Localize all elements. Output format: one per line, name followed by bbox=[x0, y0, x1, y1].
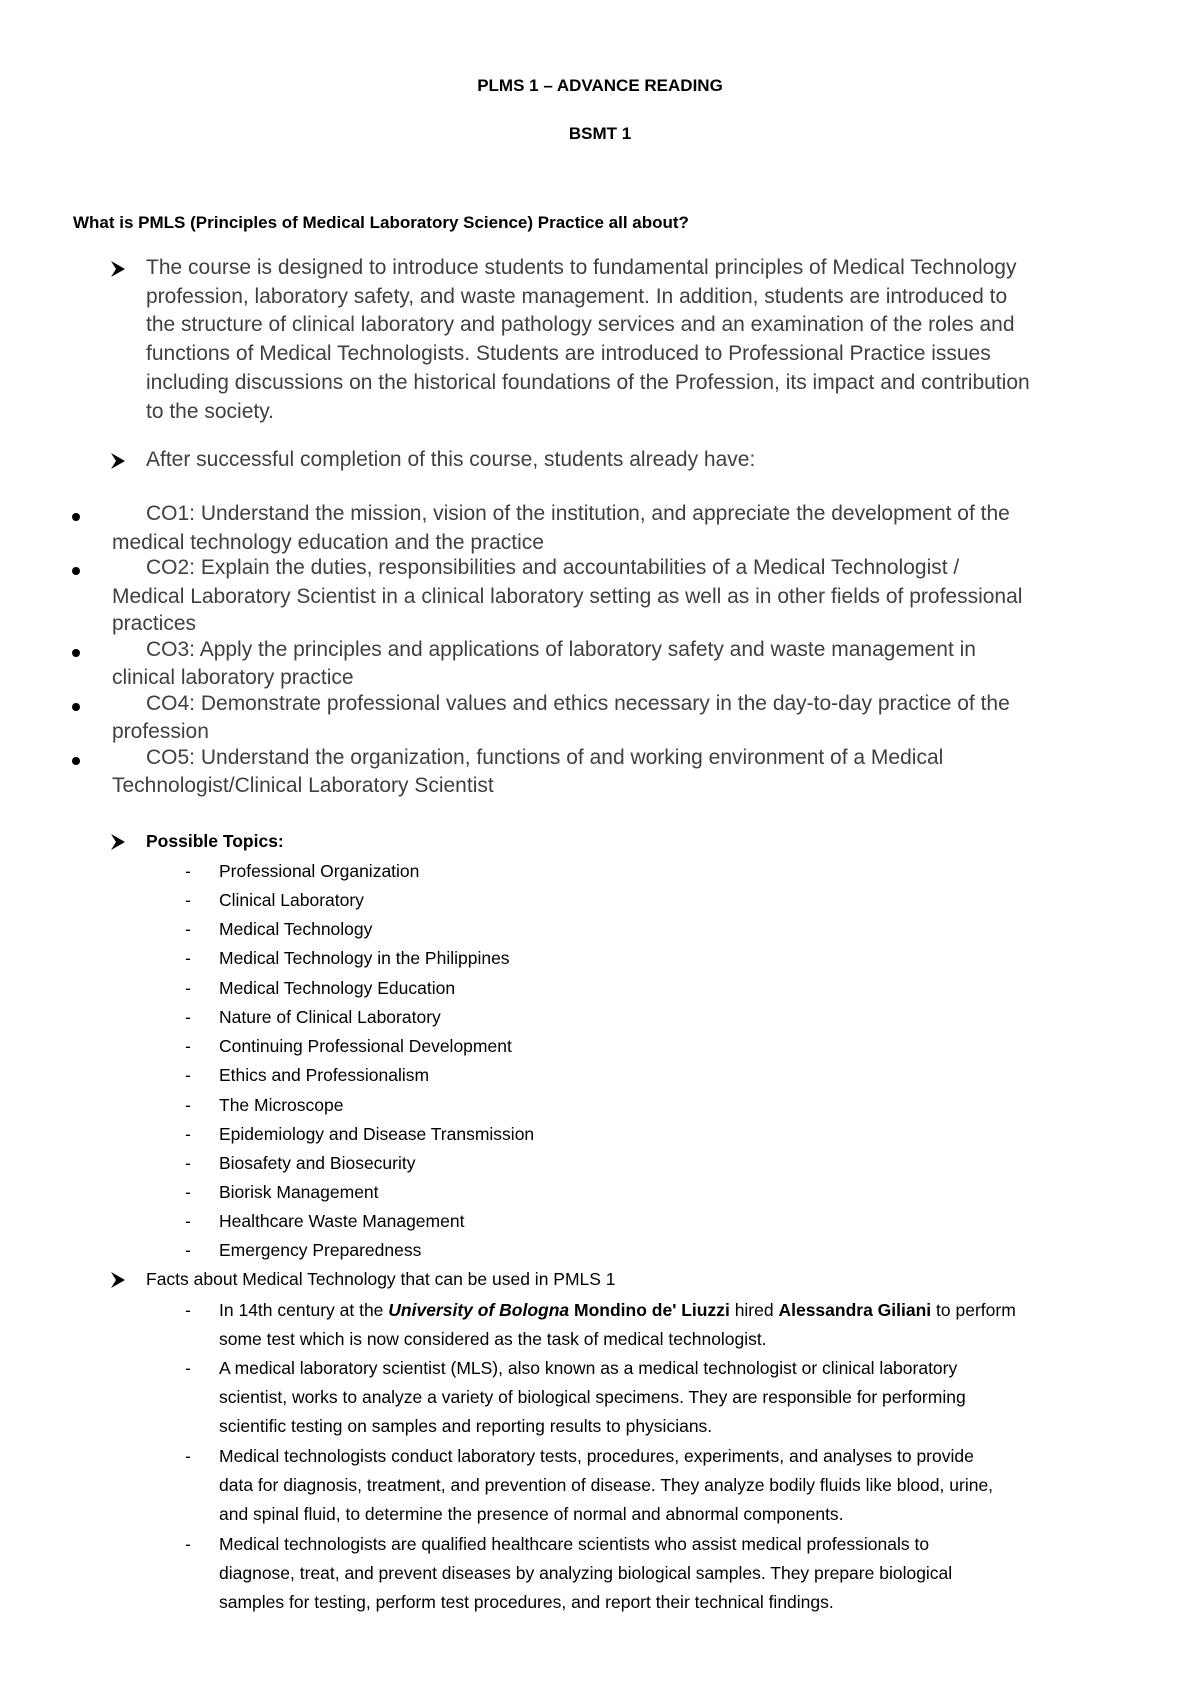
fact-line: data for diagnosis, treatment, and prevention of disease. They analyze bodily fluids like blood, urine, bbox=[219, 1475, 994, 1495]
section-question: What is PMLS (Principles of Medical Laboratory Science) Practice all about? bbox=[73, 213, 689, 232]
outcome-line: Medical Laboratory Scientist in a clinical laboratory setting as well as in other fields of professional bbox=[112, 585, 1023, 608]
fact-1-line-2: some test which is now considered as the task of medical technologist. bbox=[219, 1329, 767, 1349]
topic-item: Medical Technology Education bbox=[219, 978, 456, 998]
dash-icon: - bbox=[185, 890, 191, 910]
doc-subtitle: BSMT 1 bbox=[568, 124, 632, 143]
topic-item: Healthcare Waste Management bbox=[219, 1211, 465, 1231]
topic-item: Emergency Preparedness bbox=[219, 1240, 422, 1260]
dash-icon: - bbox=[185, 1065, 191, 1085]
text-line: functions of Medical Technologists. Students are introduced to Professional Practice issues bbox=[146, 342, 991, 365]
outcome-line: practices bbox=[112, 612, 197, 635]
dash-icon: - bbox=[185, 978, 191, 998]
fact-line: scientist, works to analyze a variety of biological specimens. They are responsible for performing bbox=[219, 1387, 966, 1407]
bullet-dot-icon bbox=[72, 649, 80, 657]
fact-person: Mondino de' Liuzzi bbox=[574, 1300, 730, 1320]
fact-university: University of Bologna bbox=[388, 1300, 570, 1320]
facts-heading: Facts about Medical Technology that can be used in PMLS 1 bbox=[146, 1269, 616, 1289]
text-line: the structure of clinical laboratory and pathology services and an examination of the roles and bbox=[146, 313, 1015, 336]
dash-icon: - bbox=[185, 1036, 191, 1056]
bullet-dot-icon bbox=[72, 703, 80, 711]
bullet-dot-icon bbox=[72, 567, 80, 575]
dash-icon: - bbox=[185, 948, 191, 968]
outcome-line: CO3: Apply the principles and applications of laboratory safety and waste management in bbox=[146, 638, 976, 661]
fact-line: and spinal fluid, to determine the presence of normal and abnormal components. bbox=[219, 1504, 844, 1524]
dash-icon: - bbox=[185, 1007, 191, 1027]
topic-item: Ethics and Professionalism bbox=[219, 1065, 430, 1085]
bullet-dot-icon bbox=[72, 513, 80, 521]
outcome-line: clinical laboratory practice bbox=[112, 666, 354, 689]
fact-line: Medical technologists conduct laboratory tests, procedures, experiments, and analyses to provide bbox=[219, 1446, 974, 1466]
topic-item: Clinical Laboratory bbox=[219, 890, 364, 910]
outcome-line: CO4: Demonstrate professional values and ethics necessary in the day-to-day practice of the bbox=[146, 692, 1010, 715]
outcome-line: CO2: Explain the duties, responsibilities and accountabilities of a Medical Technologist / bbox=[146, 556, 960, 579]
topic-item: Continuing Professional Development bbox=[219, 1036, 512, 1056]
topic-item: Biosafety and Biosecurity bbox=[219, 1153, 416, 1173]
fact-line: A medical laboratory scientist (MLS), also known as a medical technologist or clinical laboratory bbox=[219, 1358, 958, 1378]
dash-icon: - bbox=[185, 861, 191, 881]
fact-line: scientific testing on samples and reporting results to physicians. bbox=[219, 1416, 713, 1436]
dash-icon: - bbox=[185, 1095, 191, 1115]
dash-icon: - bbox=[185, 919, 191, 939]
dash-icon: - bbox=[185, 1182, 191, 1202]
intro-paragraph-2: After successful completion of this course, students already have: bbox=[146, 448, 756, 471]
dash-icon: - bbox=[185, 1446, 191, 1466]
fact-1-line bbox=[219, 1300, 1016, 1321]
dash-icon: - bbox=[185, 1240, 191, 1260]
text-line: to the society. bbox=[146, 400, 275, 423]
bullet-dot-icon bbox=[72, 757, 80, 765]
fact-text: In 14th century at the bbox=[219, 1300, 389, 1320]
dash-icon: - bbox=[185, 1358, 191, 1378]
topic-item: Epidemiology and Disease Transmission bbox=[219, 1124, 535, 1144]
arrowhead-bullet-icon bbox=[110, 452, 126, 470]
doc-title: PLMS 1 – ADVANCE READING bbox=[477, 76, 723, 95]
fact-person: Alessandra Giliani bbox=[778, 1300, 932, 1320]
topic-item: Medical Technology in the Philippines bbox=[219, 948, 510, 968]
text-line: The course is designed to introduce students to fundamental principles of Medical Technology bbox=[146, 256, 1017, 279]
fact-line: samples for testing, perform test procedures, and report their technical findings. bbox=[219, 1592, 834, 1612]
arrowhead-bullet-icon bbox=[110, 1271, 126, 1289]
topic-item: Professional Organization bbox=[219, 861, 420, 881]
fact-line: Medical technologists are qualified healthcare scientists who assist medical professionals to bbox=[219, 1534, 930, 1554]
topic-item: Nature of Clinical Laboratory bbox=[219, 1007, 441, 1027]
outcome-line: profession bbox=[112, 720, 209, 743]
fact-text: to perform bbox=[931, 1300, 1016, 1320]
topic-item: Medical Technology bbox=[219, 919, 373, 939]
topic-item: Biorisk Management bbox=[219, 1182, 379, 1202]
fact-line: diagnose, treat, and prevent diseases by analyzing biological samples. They prepare biological bbox=[219, 1563, 953, 1583]
dash-icon: - bbox=[185, 1211, 191, 1231]
text-line: profession, laboratory safety, and waste management. In addition, students are introduced to bbox=[146, 285, 1008, 308]
topic-item: The Microscope bbox=[219, 1095, 344, 1115]
arrowhead-bullet-icon bbox=[110, 833, 126, 851]
arrowhead-bullet-icon bbox=[110, 260, 126, 278]
outcome-line: medical technology education and the practice bbox=[112, 531, 544, 554]
text-line: including discussions on the historical foundations of the Profession, its impact and contribution bbox=[146, 371, 1030, 394]
fact-text: hired bbox=[729, 1300, 779, 1320]
outcome-line: Technologist/Clinical Laboratory Scientist bbox=[112, 774, 494, 797]
dash-icon: - bbox=[185, 1153, 191, 1173]
dash-icon: - bbox=[185, 1124, 191, 1144]
dash-icon: - bbox=[185, 1534, 191, 1554]
outcome-line: CO5: Understand the organization, functions of and working environment of a Medical bbox=[146, 746, 944, 769]
dash-icon: - bbox=[185, 1300, 191, 1320]
topics-heading: Possible Topics: bbox=[146, 831, 284, 851]
outcome-line: CO1: Understand the mission, vision of the institution, and appreciate the development of the bbox=[146, 502, 1010, 525]
